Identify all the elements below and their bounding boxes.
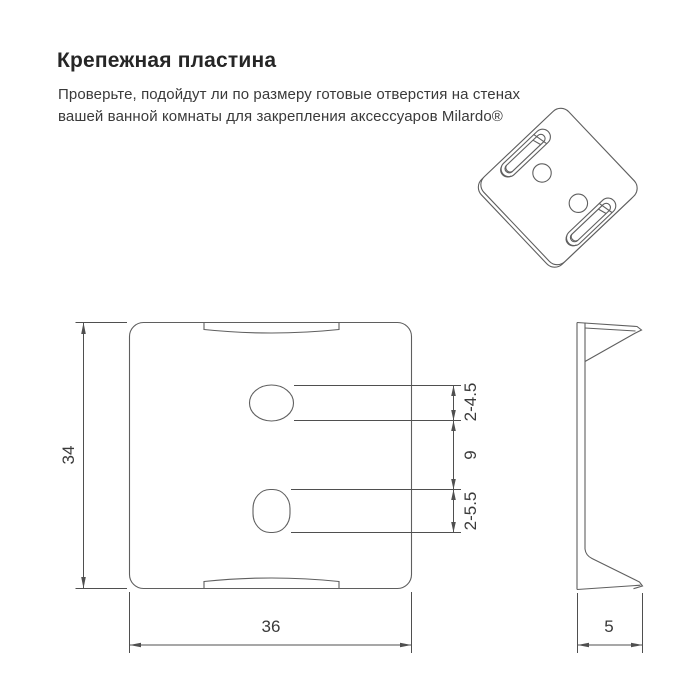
arrow-right-icon bbox=[400, 643, 412, 648]
dim-label-hole-spacing: 9 bbox=[461, 450, 480, 460]
side-top-hook-inner-line bbox=[585, 328, 636, 331]
description-line-1: Проверьте, подойдут ли по размеру готовые отверстия на стенах bbox=[58, 86, 521, 103]
front-bottom-notch bbox=[204, 578, 339, 589]
arrow-up-icon bbox=[451, 421, 456, 432]
side-bottom-edge bbox=[577, 585, 641, 589]
arrow-left-icon bbox=[130, 643, 142, 648]
dim-label-bottom-hole: 2-5.5 bbox=[461, 491, 480, 531]
front-mounting-hole-top bbox=[250, 385, 294, 421]
page-title: Крепежная пластина bbox=[57, 49, 277, 72]
arrow-up-icon bbox=[81, 323, 86, 335]
arrow-left-icon bbox=[578, 643, 590, 648]
side-view bbox=[577, 323, 643, 590]
iso-plate-outline bbox=[476, 104, 641, 269]
front-plate-outline bbox=[130, 323, 412, 589]
arrow-up-icon bbox=[451, 386, 456, 397]
arrow-down-icon bbox=[451, 479, 456, 490]
dimension-lines bbox=[76, 323, 643, 654]
dim-label-plate-depth: 5 bbox=[604, 617, 614, 636]
arrow-down-icon bbox=[451, 522, 456, 533]
dim-label-top-hole: 2-4.5 bbox=[461, 382, 480, 422]
isometric-view bbox=[474, 104, 642, 272]
dim-label-plate-height: 34 bbox=[59, 445, 78, 465]
description-line-2: вашей ванной комнаты для закрепления аксессуаров Milardo® bbox=[58, 108, 503, 125]
side-bottom-hook bbox=[585, 549, 643, 589]
front-view bbox=[130, 323, 412, 589]
arrow-right-icon bbox=[631, 643, 643, 648]
arrow-up-icon bbox=[451, 490, 456, 501]
dim-label-plate-width: 36 bbox=[261, 617, 281, 636]
front-top-notch bbox=[204, 323, 339, 334]
arrow-down-icon bbox=[81, 577, 86, 589]
front-mounting-hole-bottom bbox=[253, 490, 290, 533]
arrow-down-icon bbox=[451, 410, 456, 421]
